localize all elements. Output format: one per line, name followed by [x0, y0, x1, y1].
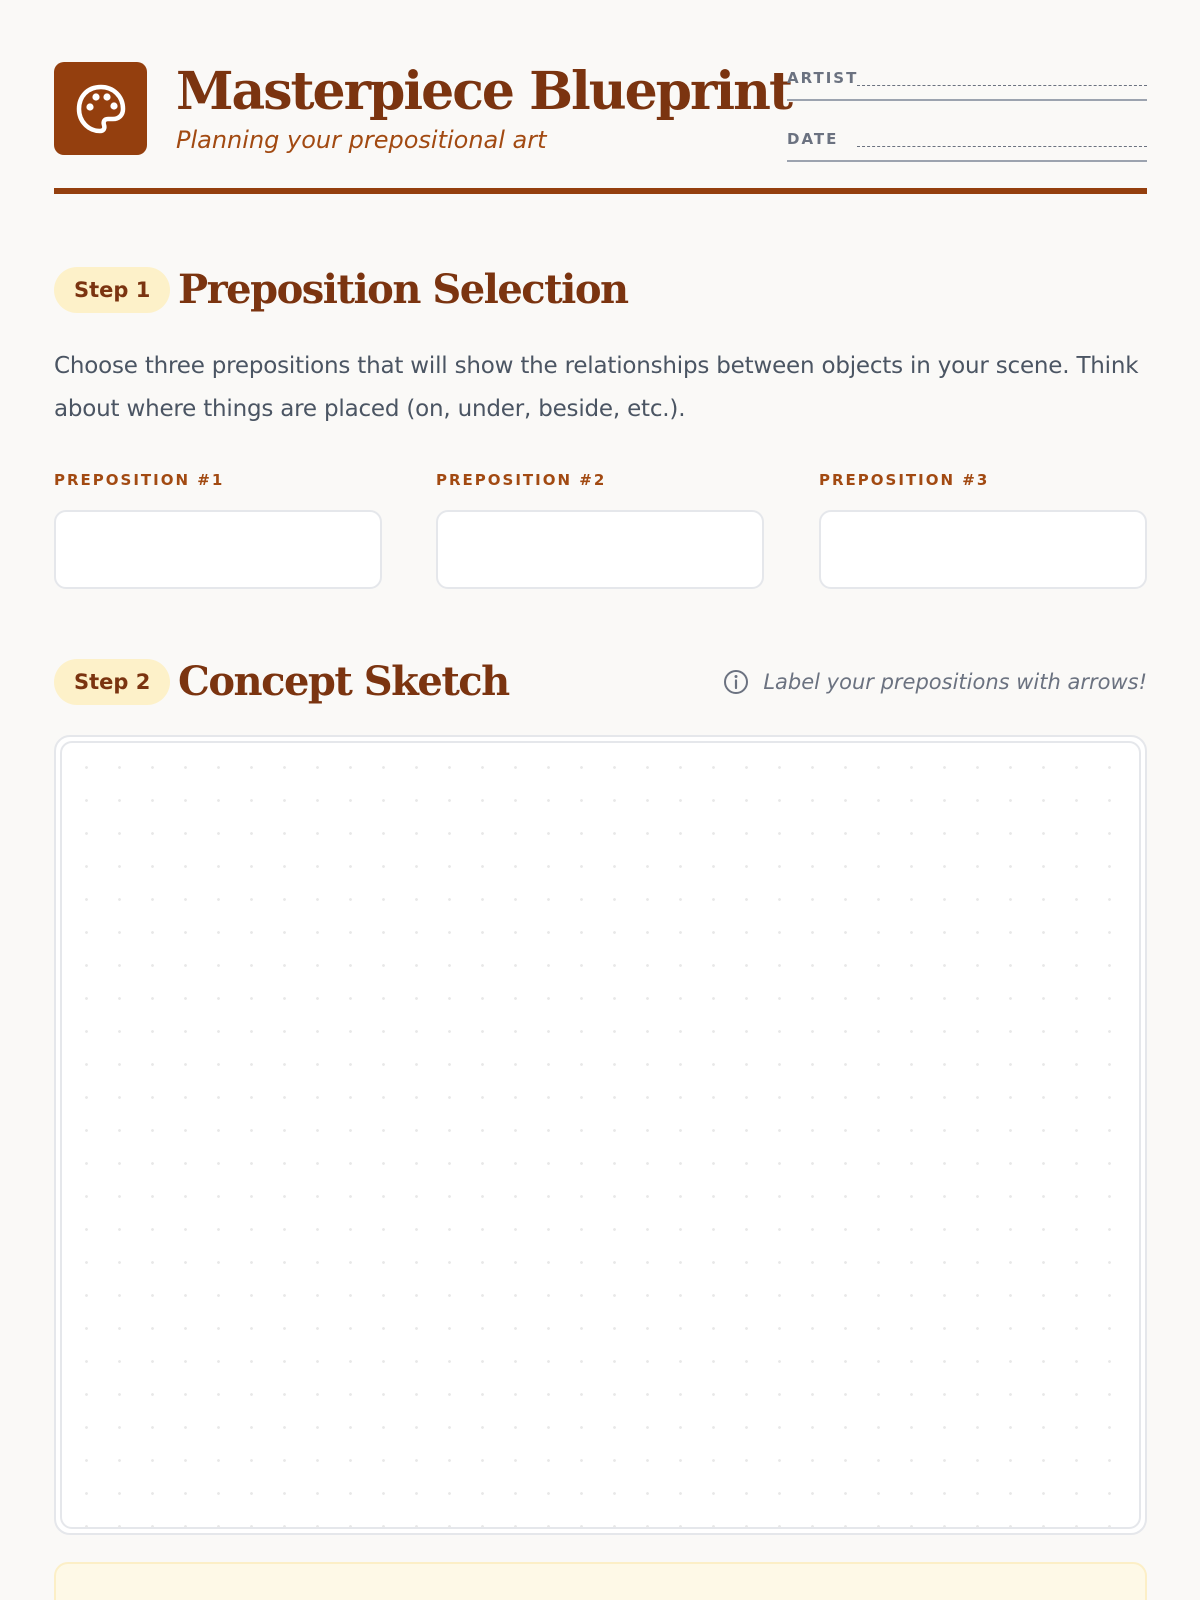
sketch-canvas[interactable] [60, 741, 1141, 1529]
header [54, 62, 1147, 197]
sketch-hint-text: Label your prepositions with arrows! [763, 670, 1147, 694]
step2-header [54, 659, 1147, 707]
step1-badge: Step 1 [54, 267, 170, 313]
step2-badge: Step 2 [54, 659, 170, 705]
title-block [176, 62, 791, 154]
preposition-3-input[interactable] [819, 510, 1147, 589]
page-title: Masterpiece Blueprint [176, 61, 792, 122]
step1-title: Preposition Selection [178, 266, 628, 313]
step1-header [54, 267, 1147, 315]
header-divider [54, 188, 1147, 194]
palette-icon [74, 82, 128, 136]
step2-title: Concept Sketch [178, 658, 509, 705]
artist-line [857, 85, 1147, 86]
sketch-area[interactable] [54, 735, 1147, 1535]
preposition-2-input[interactable] [436, 510, 764, 589]
preposition-3-group [819, 470, 1147, 589]
artist-field[interactable] [787, 66, 1147, 101]
artist-label: ARTIST [787, 69, 859, 87]
logo [54, 62, 147, 155]
tip-box [54, 1562, 1147, 1600]
preposition-2-group [436, 470, 764, 589]
preposition-3-label: PREPOSITION #3 [819, 471, 990, 489]
preposition-2-label: PREPOSITION #2 [436, 471, 607, 489]
step1-instructions: Choose three prepositions that will show the relationships between objects in your scene. Think about where things are placed (on, under, beside, etc.). [54, 353, 1139, 422]
info-icon [723, 669, 749, 695]
meta-fields [787, 66, 1147, 188]
sketch-hint [723, 665, 1147, 699]
date-field[interactable] [787, 127, 1147, 162]
preposition-1-input[interactable] [54, 510, 382, 589]
worksheet-page [54, 0, 1147, 1600]
preposition-1-group [54, 470, 382, 589]
preposition-1-label: PREPOSITION #1 [54, 471, 225, 489]
date-label: DATE [787, 130, 839, 148]
date-line [857, 146, 1147, 147]
page-subtitle: Planning your prepositional art [176, 126, 547, 154]
